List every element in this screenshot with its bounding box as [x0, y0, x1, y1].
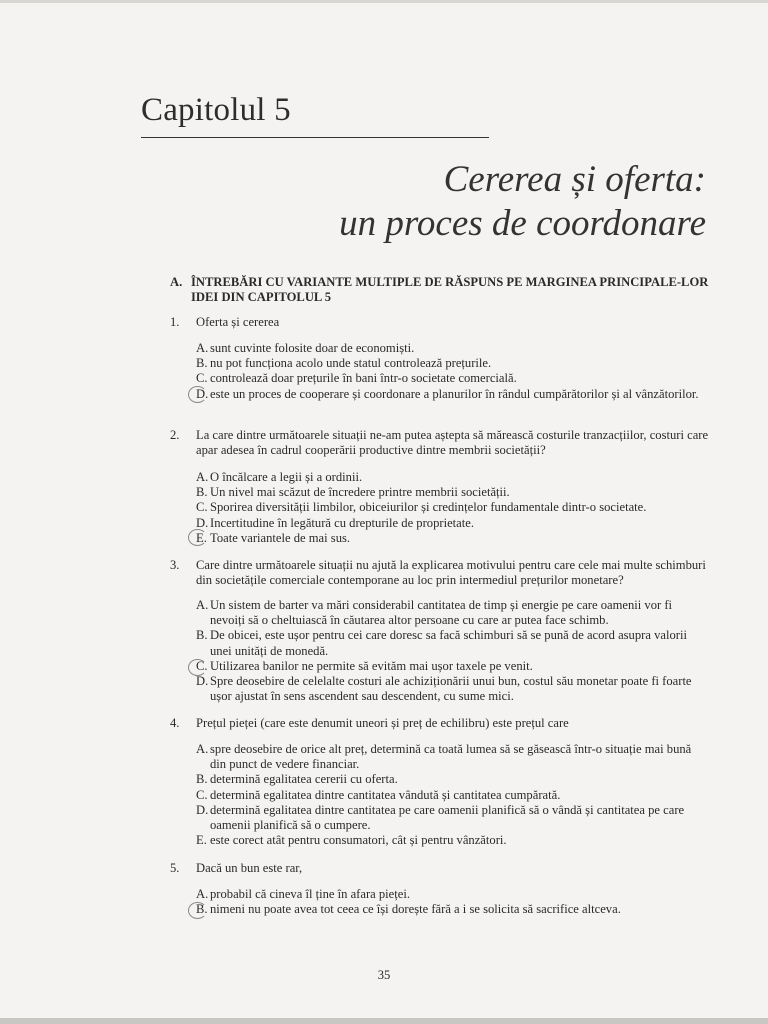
option	[196, 387, 710, 402]
option-label: A.	[196, 887, 209, 901]
option-text: Incertitudine în legătură cu drepturile de proprietate.	[210, 515, 475, 530]
option-label: A.	[196, 742, 209, 756]
option	[196, 902, 710, 917]
option	[196, 674, 710, 704]
option-label: B.	[196, 772, 208, 787]
question-1	[170, 315, 710, 330]
option	[196, 371, 710, 386]
option-label: D.	[196, 515, 209, 530]
question-number: 3.	[170, 558, 180, 572]
option-text: Utilizarea banilor ne permite să evităm mai ușor taxele pe venit.	[210, 658, 533, 673]
question-number: 4.	[170, 716, 180, 730]
option-label: A.	[196, 598, 209, 612]
question-stem: La care dintre următoarele situații ne-am putea aștepta să mărească costurile tranzacțiilor, costuri care apar adesea în cadrul cooperării productive dintre membrii societății?	[196, 428, 709, 458]
question-number: 1.	[170, 315, 180, 329]
question-3	[170, 558, 710, 588]
option-label: B.	[196, 356, 208, 371]
option-label: E.	[196, 530, 207, 545]
option-label: C.	[196, 787, 208, 802]
question-2-options	[196, 470, 710, 546]
option-label: A.	[196, 470, 209, 484]
option-text: Spre deosebire de celelalte costuri ale achiziționării unui bun, costul său monetar poate fi foarte ușor ajustat în sens ascendent sau descendent, cu sume mici.	[210, 674, 692, 704]
option	[196, 803, 710, 833]
question-5-options	[196, 887, 710, 917]
option-text: Un sistem de barter va mări considerabil cantitatea de timp și energie pe care oamenii vor fi nevoiți să o cheltuiască în căutarea altor persoane cu care ar putea face schimb.	[210, 598, 673, 628]
answer-circle-mark	[188, 386, 207, 403]
question-2	[170, 428, 710, 458]
option-label: C.	[196, 371, 208, 386]
option	[196, 356, 710, 371]
option	[196, 659, 710, 674]
question-number: 2.	[170, 428, 180, 442]
option-label: D.	[196, 674, 209, 689]
option	[196, 788, 710, 803]
option	[196, 833, 710, 848]
page-number: 35	[377, 968, 391, 982]
option	[196, 628, 710, 658]
option-label: A.	[196, 341, 209, 355]
question-4	[170, 716, 710, 731]
chapter-heading: Capitolul 5	[141, 92, 291, 128]
option-text: Toate variantele de mai sus.	[210, 530, 351, 545]
option-label: B.	[196, 902, 208, 917]
option-text: De obicei, este ușor pentru cei care doresc sa facă schimburi să se pună de acord asupra valorii unei unități de monedă.	[210, 628, 687, 658]
option-text: probabil că cineva îl ține în afara pieței.	[210, 887, 411, 901]
option-text: sunt cuvinte folosite doar de economiști.	[210, 341, 415, 355]
option-text: determină egalitatea dintre cantitatea vândută și cantitatea cumpărată.	[210, 787, 561, 802]
option	[196, 485, 710, 500]
question-number: 5.	[170, 861, 180, 875]
option	[196, 500, 710, 515]
option-label: D.	[196, 386, 209, 401]
question-stem: Oferta și cererea	[196, 315, 280, 329]
answer-circle-mark	[188, 529, 207, 546]
top-edge	[0, 0, 768, 3]
option	[196, 516, 710, 531]
section-text: ÎNTREBĂRI CU VARIANTE MULTIPLE DE RĂSPUNS PE MARGINEA PRINCIPALE-LOR IDEI DIN CAPITOLUL 5	[191, 275, 709, 304]
chapter-title	[339, 158, 706, 246]
section-heading	[170, 275, 710, 305]
chapter-underline	[141, 137, 489, 138]
question-stem: Prețul pieței (care este denumit uneori și preț de echilibru) este prețul care	[196, 716, 569, 730]
option	[196, 772, 710, 787]
option-text: nu pot funcționa acolo unde statul controlează prețurile.	[210, 356, 492, 371]
option-label: D.	[196, 802, 209, 817]
question-stem: Dacă un bun este rar,	[196, 861, 303, 875]
option-text: nimeni nu poate avea tot ceea ce își dorește fără a i se solicita să sacrifice altceva.	[210, 902, 621, 917]
question-5	[170, 861, 710, 876]
option-label: C.	[196, 658, 208, 673]
title-line-2: un proces de coordonare	[339, 203, 706, 244]
option-text: Sporirea diversității limbilor, obiceiurilor și credințelor fundamentale dintr-o societate.	[210, 500, 647, 515]
option-label: C.	[196, 500, 208, 515]
option	[196, 470, 710, 485]
option	[196, 742, 710, 772]
answer-circle-mark	[188, 902, 207, 919]
option-label: B.	[196, 628, 208, 643]
option-text: este corect atât pentru consumatori, cât și pentru vânzători.	[210, 833, 507, 848]
bottom-edge	[0, 1018, 768, 1024]
answer-circle-mark	[188, 659, 207, 676]
question-stem: Care dintre următoarele situații nu ajută la explicarea motivului pentru care cele mai multe schimburi din societățile comerciale contemporane au loc prin intermediul prețurilor monetare?	[196, 558, 706, 588]
question-4-options	[196, 742, 710, 848]
option-text: Un nivel mai scăzut de încredere printre membrii societății.	[210, 485, 510, 500]
section-letter: A.	[170, 275, 183, 289]
option-text: determină egalitatea dintre cantitatea pe care oamenii planifică să o vândă și cantitatea pe care oamenii planifică să o cumpere.	[210, 802, 685, 833]
option	[196, 598, 710, 628]
option	[196, 341, 710, 356]
option	[196, 887, 710, 902]
option-text: controlează doar prețurile în bani într-o societate comercială.	[210, 371, 517, 386]
option-label: B.	[196, 485, 208, 500]
option-text: este un proces de cooperare și coordonare a planurilor în rândul cumpărătorilor și al vânzătorilor.	[210, 386, 699, 401]
title-line-1: Cererea și oferta:	[443, 159, 706, 200]
option-text: determină egalitatea cererii cu oferta.	[210, 772, 398, 787]
question-3-options	[196, 598, 710, 704]
option	[196, 531, 710, 546]
option-text: O încălcare a legii și a ordinii.	[210, 470, 363, 484]
option-label: E.	[196, 833, 207, 848]
option-text: spre deosebire de orice alt preț, determină ca toată lumea să se găsească într-o situație mai bună din punct de vedere financiar.	[210, 742, 692, 772]
question-1-options	[196, 341, 710, 402]
